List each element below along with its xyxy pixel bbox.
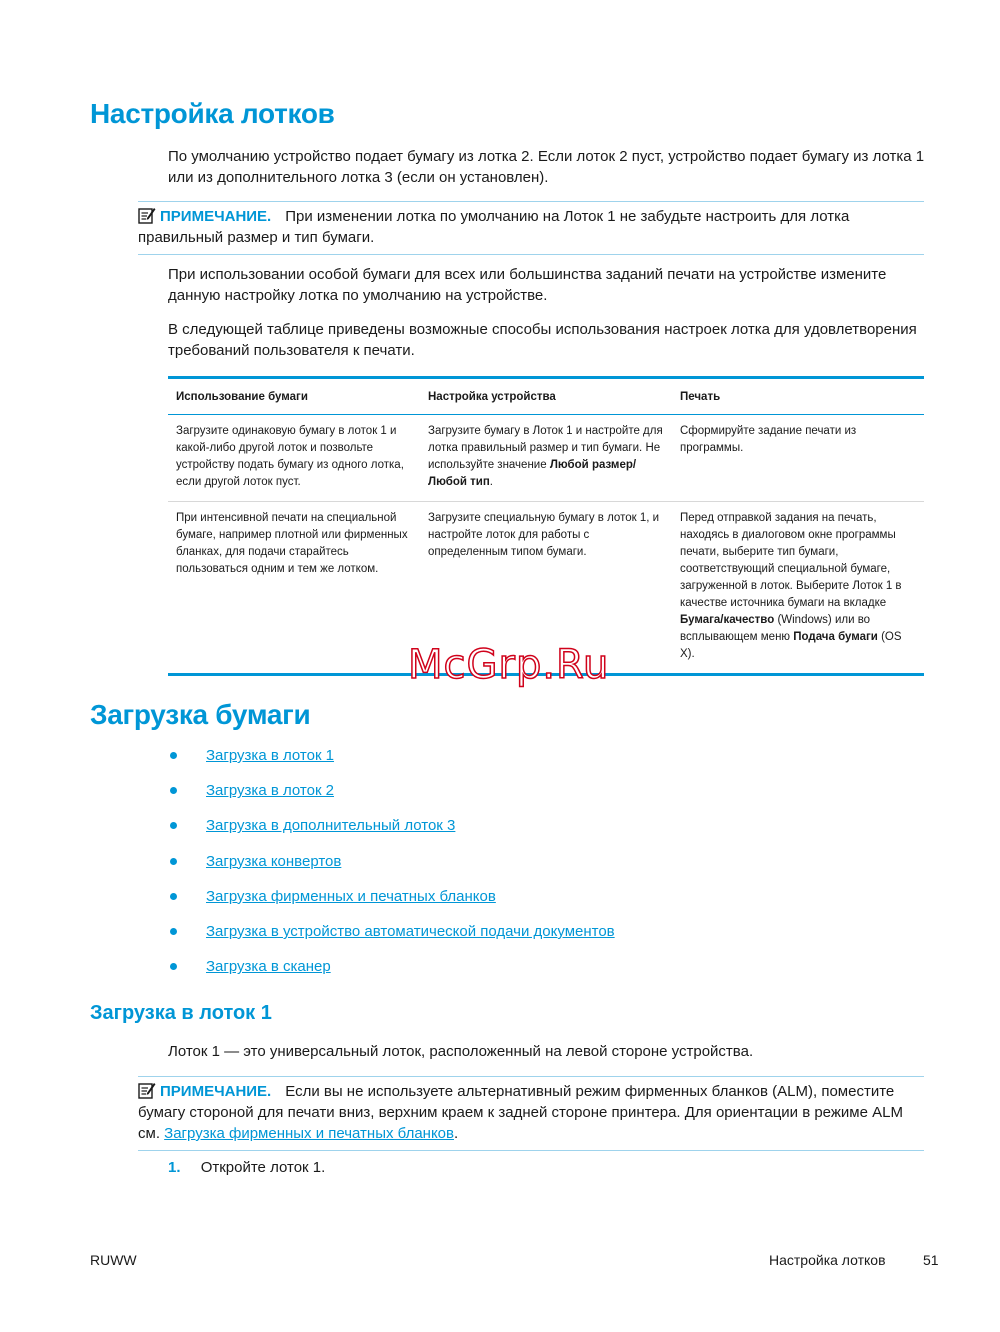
bullet-icon [170,822,177,829]
link-load-scanner[interactable]: Загрузка в сканер [206,958,331,976]
link-load-tray1[interactable]: Загрузка в лоток 1 [206,747,335,764]
link-load-tray3[interactable]: Загрузка в дополнительный лоток 3 [206,817,456,835]
list-item [170,888,870,923]
table-cell: Загрузите специальную бумагу в лоток 1, и настройте лоток для работы с определенным типом бумаги. [428,512,660,558]
note-text: При изменении лотка по умолчанию на Лоток 1 не забудьте настроить для лотка правильный размер и тип бумаги. [138,208,850,246]
tray-settings-table-wrap [168,376,924,676]
link-letterhead-note[interactable]: Загрузка фирменных и печатных бланков [164,1125,454,1142]
link-load-tray2[interactable]: Загрузка в лоток 2 [206,782,335,800]
table-header-print: Печать [672,379,924,415]
list-item [170,817,870,852]
link-load-envelopes[interactable]: Загрузка конвертов [206,852,342,870]
list-item [170,782,870,817]
step-1 [168,1159,325,1176]
list-item [170,923,870,958]
paragraph-tray1-description: Лоток 1 — это универсальный лоток, расположенный на левой стороне устройства. [168,1043,754,1060]
table-header-paper-usage: Использование бумаги [168,379,420,415]
watermark-logo: McGrp.Ru [408,642,610,688]
table-cell: Загрузите одинаковую бумагу в лоток 1 и какой-либо другой лоток и позвольте устройству подать бумагу из одного лотка, если другой лоток пуст. [168,415,420,502]
list-item [170,853,870,888]
footer-page-number: 51 [923,1252,939,1268]
paragraph-special-paper: При использовании особой бумаги для всех или большинства заданий печати на устройстве измените данную настройку лотка по умолчанию на устройстве. [168,266,887,304]
table-header-row [168,379,924,415]
note-label: ПРИМЕЧАНИЕ. [160,208,272,225]
table-cell: Сформируйте задание печати из программы. [672,415,924,502]
section-title-load-paper: Загрузка бумаги [90,699,311,730]
bullet-icon [170,787,177,794]
bullet-icon [170,928,177,935]
table-cell: Перед отправкой задания на печать, находясь в диалоговом окне программы печати, выберите тип бумаги, соответствующий специальной бумаге, загруженной в лоток. Выберите Лоток 1 в качестве источника бумаги на вкладке Бумага/качество (Windows) или во всплывающем меню Подача бумаги (OS X). [680,512,902,660]
bullet-icon [170,893,177,900]
paragraph-table-intro: В следующей таблице приведены возможные способы использования настроек лотка для удовлетворения требований пользователя к печати. [168,321,917,359]
link-load-adf[interactable]: Загрузка в устройство автоматической подачи документов [206,922,615,940]
note-block-alm: ПРИМЕЧАНИЕ. Если вы не используете альтернативный режим фирменных бланков (ALM), поместите бумагу стороной для печати вниз, верхним краем к задней стороне принтера. Для ориентации в режиме ALM см. Загрузка фирменных и печатных бланков. [138,1076,924,1151]
table-cell: При интенсивной печати на специальной бумаге, например плотной или фирменных бланках, для подачи старайтесь пользоваться одним и тем же лотком. [176,512,408,575]
note-icon [138,1081,156,1099]
bullet-icon [170,858,177,865]
note-label: ПРИМЕЧАНИЕ. [160,1083,272,1100]
bullet-icon [170,963,177,970]
note-block-tray1 [138,201,924,255]
table-header-device-setting: Настройка устройства [420,379,672,415]
section-title-tray-setup: Настройка лотков [90,98,335,129]
step-text: Откройте лоток 1. [200,1159,326,1176]
note-text: Если вы не используете альтернативный режим фирменных бланков (ALM), поместите бумагу стороной для печати вниз, верхним краем к задней стороне принтера. Для ориентации в режиме ALM см. [138,1083,903,1142]
tray-settings-table [168,379,924,673]
list-item [170,747,870,782]
list-item [170,958,870,993]
bullet-icon [170,752,177,759]
paragraph-default-tray: По умолчанию устройство подает бумагу из лотка 2. Если лоток 2 пуст, устройство подает бумагу из лотка 1 или из дополнительного лотка 3 (если он установлен). [168,148,925,186]
link-load-letterhead[interactable]: Загрузка фирменных и печатных бланков [206,887,496,905]
section-title-load-tray1: Загрузка в лоток 1 [90,1002,272,1024]
footer-section-name: Настройка лотков [769,1252,886,1268]
step-number: 1. [168,1159,181,1176]
footer-left-label: RUWW [90,1252,137,1268]
note-icon [138,206,156,224]
load-paper-link-list [170,747,870,993]
table-cell: Загрузите бумагу в Лоток 1 и настройте для лотка правильный размер и тип бумаги. Не используйте значение Любой размер/Любой тип. [420,415,672,502]
table-row [168,415,924,502]
